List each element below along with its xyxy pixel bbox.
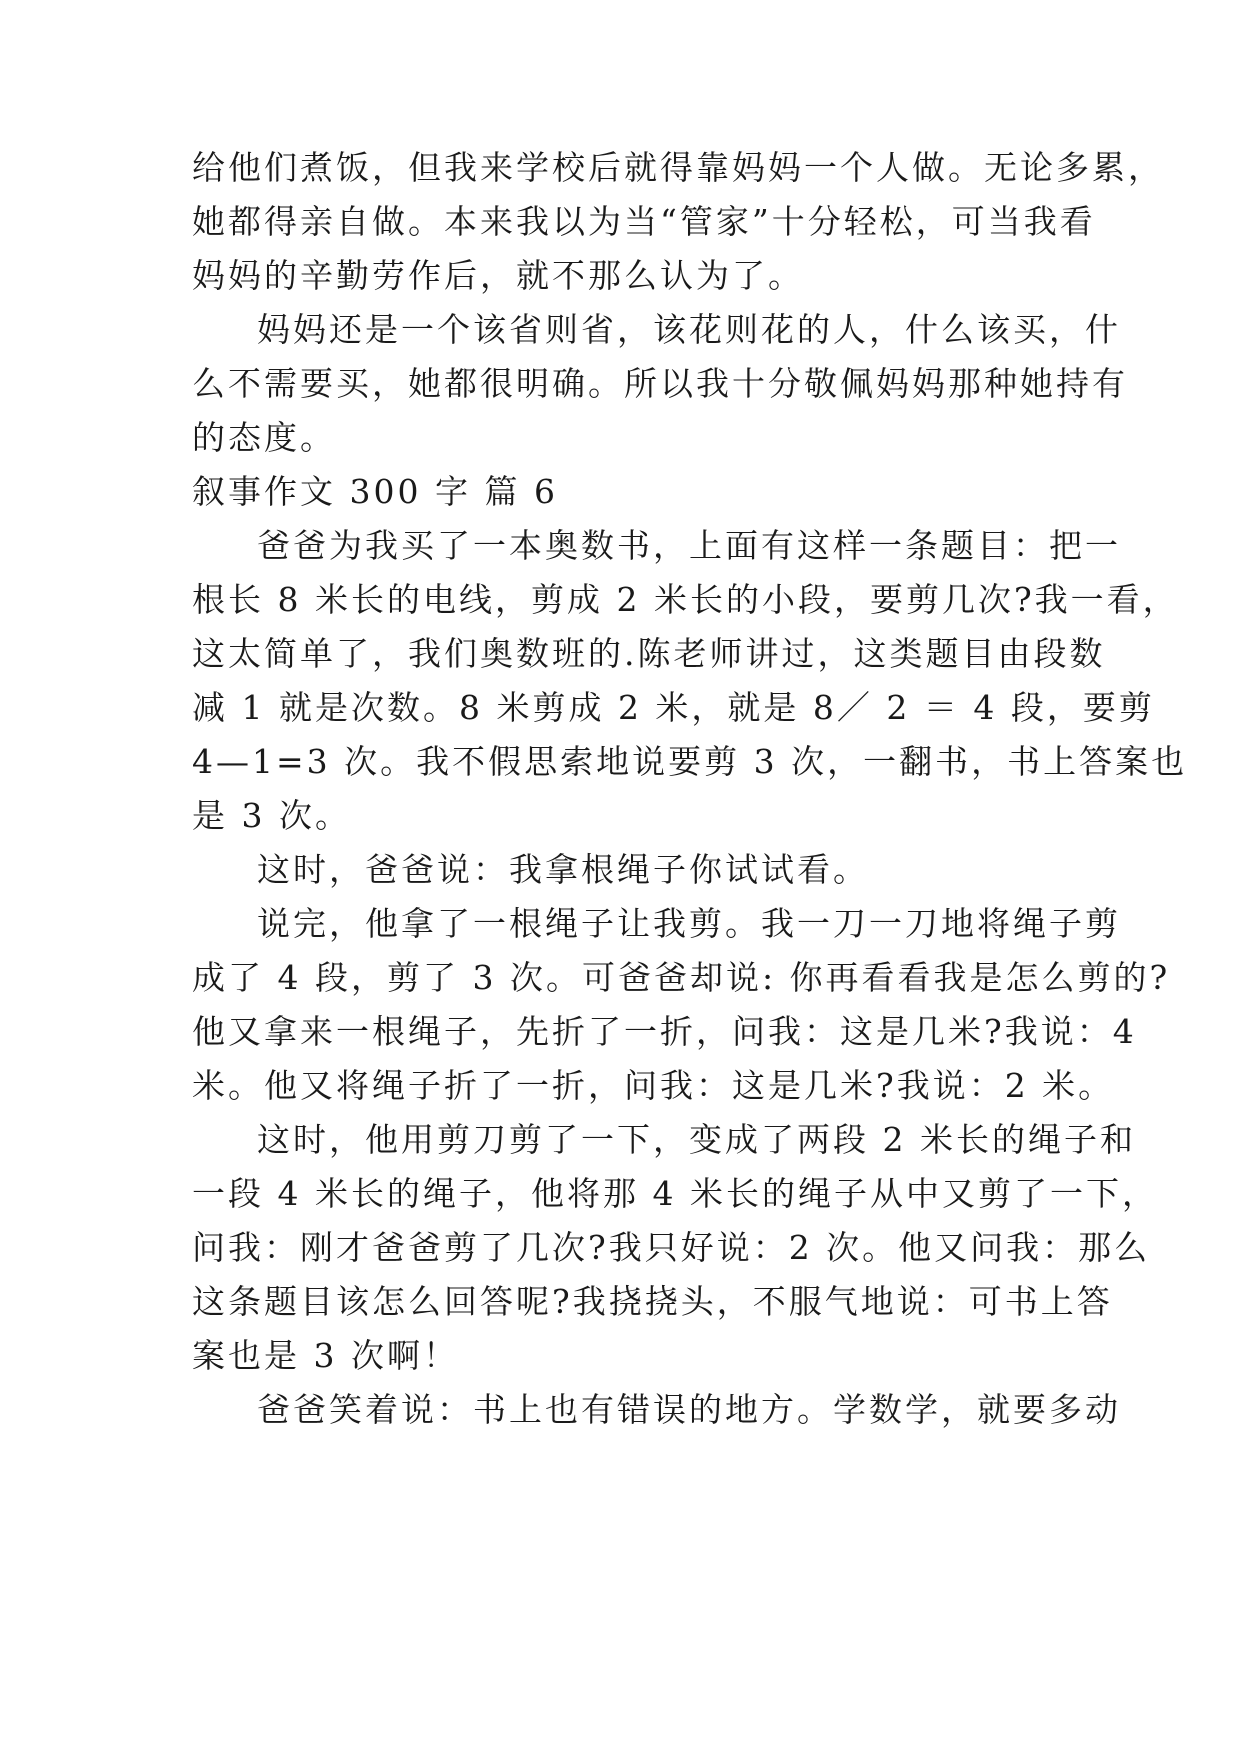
text-line: 这太简单了，我们奥数班的.陈老师讲过，这类题目由段数 <box>192 634 1106 673</box>
text-line: 米。他又将绳子折了一折，问我：这是几米?我说：2 米。 <box>192 1066 1115 1105</box>
text-line: 减 1 就是次数。8 米剪成 2 米，就是 8／ 2 ＝ 4 段，要剪 <box>192 688 1155 727</box>
text-line: 一段 4 米长的绳子，他将那 4 米长的绳子从中又剪了一下， <box>192 1174 1158 1213</box>
text-line: 4—1=3 次。我不假思索地说要剪 3 次，一翻书，书上答案也 <box>192 742 1188 781</box>
text-line: 成了 4 段，剪了 3 次。可爸爸却说: 你再看看我是怎么剪的? <box>192 958 1171 997</box>
text-line: 么不需要买，她都很明确。所以我十分敬佩妈妈那种她持有 <box>192 364 1128 403</box>
text-line: 根长 8 米长的电线，剪成 2 米长的小段，要剪几次?我一看， <box>192 580 1179 619</box>
text-line: 的态度。 <box>192 418 336 457</box>
paragraph-first-line: 这时，他用剪刀剪了一下，变成了两段 2 米长的绳子和 <box>257 1120 1136 1159</box>
text-line: 是 3 次。 <box>192 796 351 835</box>
text-line: 问我：刚才爸爸剪了几次?我只好说：2 次。他又问我：那么 <box>192 1228 1151 1267</box>
section-heading: 叙事作文 300 字 篇 6 <box>192 472 558 511</box>
paragraph-first-line: 说完，他拿了一根绳子让我剪。我一刀一刀地将绳子剪 <box>257 904 1121 943</box>
text-line: 她都得亲自做。本来我以为当“管家”十分轻松，可当我看 <box>192 202 1096 241</box>
text-line: 给他们煮饭，但我来学校后就得靠妈妈一个人做。无论多累， <box>192 148 1164 187</box>
text-line: 这条题目该怎么回答呢?我挠挠头，不服气地说：可书上答 <box>192 1282 1113 1321</box>
text-line: 案也是 3 次啊！ <box>192 1336 459 1375</box>
paragraph-first-line: 这时，爸爸说：我拿根绳子你试试看。 <box>257 850 869 889</box>
paragraph-first-line: 爸爸笑着说：书上也有错误的地方。学数学，就要多动 <box>257 1390 1121 1429</box>
paragraph-first-line: 爸爸为我买了一本奥数书，上面有这样一条题目：把一 <box>257 526 1121 565</box>
text-line: 他又拿来一根绳子，先折了一折，问我：这是几米?我说：4 <box>192 1012 1137 1051</box>
paragraph-first-line: 妈妈还是一个该省则省，该花则花的人，什么该买，什 <box>257 310 1121 349</box>
text-line: 妈妈的辛勤劳作后，就不那么认为了。 <box>192 256 804 295</box>
